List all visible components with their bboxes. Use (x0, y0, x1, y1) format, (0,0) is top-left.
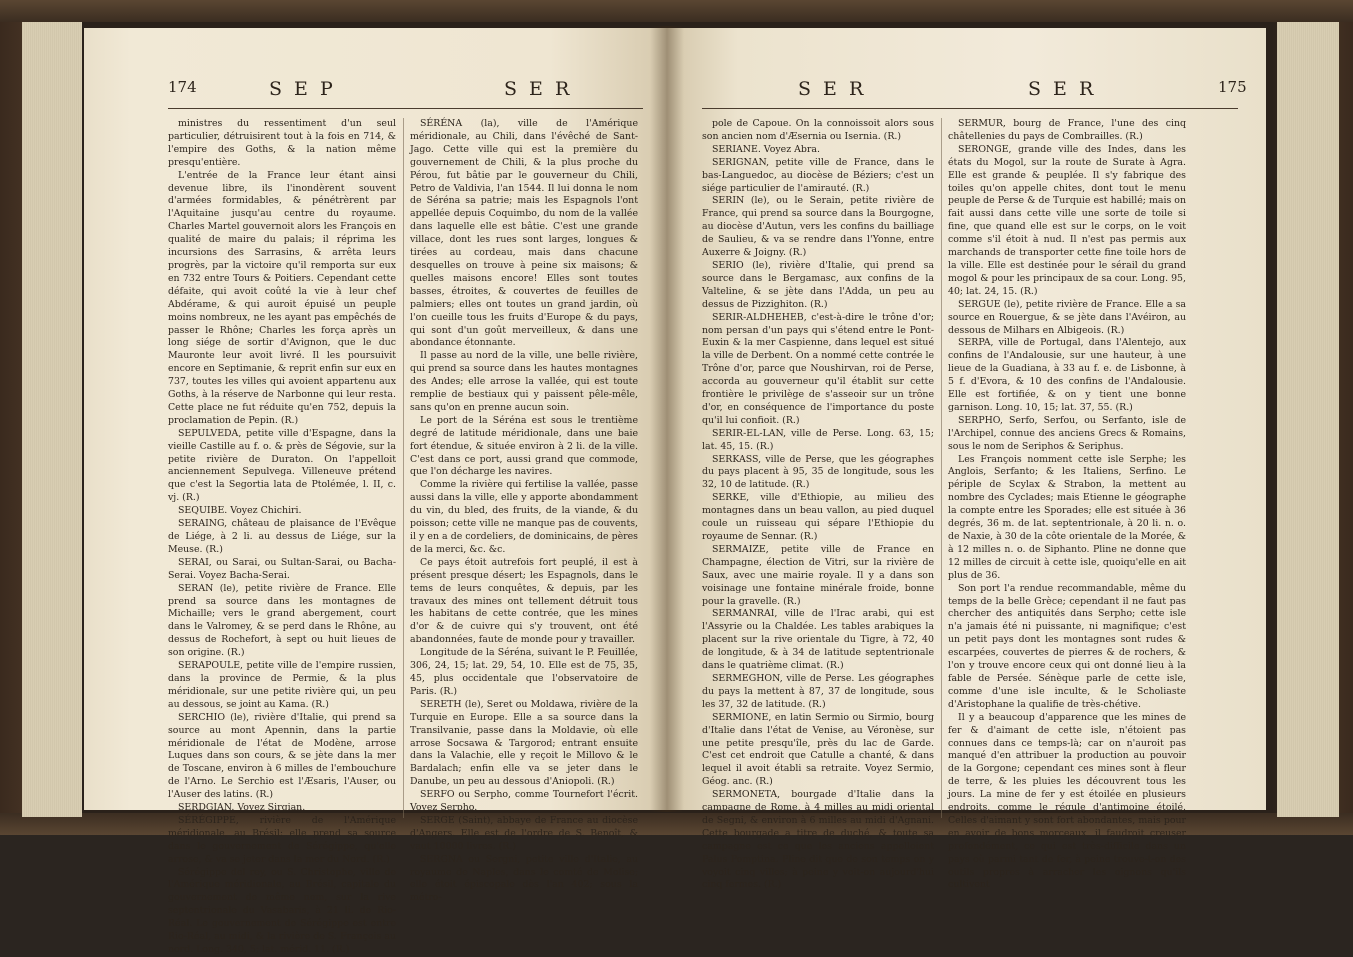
dictionary-entry: SERGUE (le), petite rivière de France. Elle a sa source en Rouergue, & se jète dans l'Avéiron, au dessous de Milhars en Albigeois. (R.) (948, 298, 1186, 336)
dictionary-entry: Il y a beaucoup d'apparence que les mines de fer & d'aimant de cette isle, n'étoient pas connues dans ce temps-là; car on n'auroit pas manqué d'en attribuer la production au pouvoir de la Gorgone; cependant ces mines sont à fleur de terre, & les pluies les découvrent tous les jours. La mine de fer y est étoilée en plusieurs endroits, comme le régule d'antimoine étoilé. Celles d'aimant y sont fort abondantes, mais pour en avoir de bons morceaux, il faudroit creuser profondément, ce qui est très-difficile dans un pays où parmi tant de fer, à peine trouve-t-on des outils propres à arracher les oignons qu'ils cultivent (948, 711, 1186, 891)
left-column-2 (410, 118, 638, 904)
dictionary-entry: SÉRÉGIPPE, rivière de l'Amérique méridionale, au Brésil; elle prend sa source dans le gouvernement de Sérégippe, qu'elle arrose, & va se jeter dans la mer du Nord. (R.) (168, 814, 396, 865)
dictionary-entry: Longitude de la Séréna, suivant le P. Feuillée, 306, 24, 15; lat. 29, 54, 10. Elle est de 75, 35, 45, plus occidentale que l'observatoire de Paris. (R.) (410, 647, 638, 697)
dictionary-entry: SÉRÉNA (la), ville de l'Amérique méridionale, au Chili, dans l'évêché de Sant-Jago. Cette ville qui est la première du gouvernement de Chili, & la plus proche du Pérou, fut bâtie par le gouverneur du Chili, Petro de Valdivia, l'an 1544. Il lui donna le nom de Séréna sa patrie; mais les Espagnols l'ont appellée depuis Coquimbo, du nom de la vallée dans laquelle elle est bâtie. C'est une grande villace, dont les rues sont larges, longues & tirées au cordeau, mais dans chacune desquelles on trouve à peine six maisons; & quelles maisons encore! Elles sont toutes basses, étroites, & couvertes de feuilles de palmiers; elles ont toutes un grand jardin, où l'on cueille tous les fruits d'Europe & du pays, qui sont d'un goût merveilleux, & dans une abondance étonnante. (410, 118, 638, 349)
right-column-1 (702, 118, 934, 891)
right-page-number: 175 (1218, 78, 1247, 96)
dictionary-entry: SERIR-EL-LAN, ville de Perse. Long. 63, 15; lat. 45, 15. (R.) (702, 427, 934, 452)
left-header-rule (168, 108, 643, 109)
dictionary-entry: SERETH (le), Seret ou Moldawa, rivière de la Turquie en Europe. Elle a sa source dans la Transilvanie, passe dans la Moldavie, où elle arrose Socsawa & Targorod; entrant ensuite dans la Valachie, elle y reçoit le Millovo & le Bardalach; enfin elle va se jeter dans le Danube, un peu au dessous d'Aniopoli. (R.) (410, 698, 638, 788)
dictionary-entry: SERMEGHON, ville de Perse. Les géographes du pays la mettent à 87, 37 de longitude, sous les 37, 32 de latitude. (R.) (702, 672, 934, 710)
dictionary-entry: SEQUIBE. Voyez Chichiri. (178, 505, 302, 517)
dictionary-entry: Les François nomment cette isle Serphe; les Anglois, Serfanto; & les Italiens, Serfino. Le périple de Scylax & Strabon, la mettent au nombre des Cyclades; mais Etienne le géographe la compte entre les Sporades; elle est située à 36 degrés, 36 m. de lat. septentrionale, à 20 li. n. o. de Naxie, à 30 de la côte orientale de la Morée, & à 12 milles n. o. de Siphanto. Pline ne donne que 12 milles de circuit à cette isle, quoiqu'elle en ait plus de 36. (948, 453, 1186, 581)
dictionary-entry: pole de Capoue. On la connoissoit alors sous son ancien nom d'Æsernia ou Isernia. (R.) (702, 118, 934, 142)
right-column-divider (941, 118, 942, 818)
right-header-rule (702, 108, 1238, 109)
page-edges-right (1277, 22, 1339, 817)
dictionary-entry: SERGE (Saint), abbaye de France au diocèse d'Angers. Elle est de l'ordre de S. Benoît, & vaut 10000 livres. (R.) (410, 814, 638, 852)
dictionary-entry: Sérégippe del rey, ou S. Christophe, ville de l'Amérique méridionale, au Brésil, capitale du gouvernement de même nom, sur la rive septentrionale du Vasabaris, à 21 li. de Rio-Réal. Le gouvernement de Sérégippe est entre Rio-Réal, au midi, & la rivière de S. François au nord. Long. 340, 5; lat. mérid. 11. (R.) (168, 866, 396, 955)
left-page (84, 28, 666, 955)
dictionary-entry: SERMIONE, en latin Sermio ou Sirmio, bourg d'Italie dans l'état de Venise, au Véronèse, sur une petite presqu'île, près du lac de Garde. C'est cet endroit que Catulle a chanté, & dans lequel il avoit établi sa retraite. Voyez Sermio, Géog. anc. (R.) (702, 711, 934, 788)
book-gutter (650, 26, 684, 812)
right-running-head-left: S E R (798, 78, 867, 100)
dictionary-entry: Le port de la Séréna est sous le trentième degré de latitude méridionale, dans une baie fort étendue, & située environ à 2 li. de la ville. C'est dans ce port, aussi grand que commode, que l'on décharge les navires. (410, 414, 638, 478)
right-page (666, 28, 1266, 891)
dictionary-entry: SERIGNAN, petite ville de France, dans le bas-Languedoc, au diocèse de Béziers; c'est un siége particulier de l'amirauté. (R.) (702, 156, 934, 194)
dictionary-entry: SERPA, ville de Portugal, dans l'Alentejo, aux confins de l'Andalousie, sur une hauteur, à une lieue de la Guadiana, à 33 au f. e. de Lisbonne, à 5 f. d'Evora, & 10 des confins de l'Andalousie. Elle est fortifiée, & on y tient une bonne garnison. Long. 10, 15; lat. 37, 55. (R.) (948, 337, 1186, 413)
dictionary-entry: Il passe au nord de la ville, une belle rivière, qui prend sa source dans les hautes montagnes des Andes; elle arrose la vallée, qui est toute remplie de bestiaux qui y paissent pêle-mêle, sans qu'on en prenne aucun soin. (410, 350, 638, 413)
dictionary-entry: SERMAIZE, petite ville de France en Champagne, élection de Vitri, sur la rivière de Saux, avec une mairie royale. Il y a dans son voisinage une fontaine minérale froide, bonne pour la gravelle. (R.) (702, 543, 934, 607)
dictionary-entry: SERCHIO (le), rivière d'Italie, qui prend sa source au mont Apennin, dans la partie méridionale de l'état de Modène, arrose Luques dans son cours, & se jète dans la mer de Toscane, environ à 6 milles de l'embouchure de l'Arno. Le Serchio est l'Æsaris, l'Auser, ou l'Auser des latins. (R.) (168, 711, 396, 801)
dictionary-entry: SERAI, ou Sarai, ou Sultan-Sarai, ou Bacha-Serai. Voyez Bacha-Serai. (168, 556, 396, 581)
dictionary-entry: Ce pays étoit autrefois fort peuplé, il est à présent presque désert; les Espagnols, dans le tems de leurs conquêtes, & depuis, par les travaux des mines ont tellement détruit tous les habitans de cette contrée, que les mines d'or & de cuivre qui s'y trouvent, ont été abandonnées, faute de monde pour y travailler. (410, 556, 638, 646)
book-cover-top (0, 0, 1353, 22)
dictionary-entry: SERMONETA, bourgade d'Italie dans la campagne de Rome, à 4 milles au midi oriental de Segni, & environ à 6 milles au midi d'Agnani. Cette bourgade a titre de duché, & toute sa campagne est ce que les anciens appelloient Palus Pomptina. Pline dit que de son temps on y voyoit cinq villes; à peine y voit-on aujourd'hui cinq fermes. (R.) (702, 789, 934, 891)
dictionary-entry: SERMANRAI, ville de l'Irac arabi, qui est l'Assyrie ou la Chaldée. Les tables arabiques la placent sur la rive orientale du Tigre, à 72, 40 de longitude, & à 34 de latitude septentrionale dans le quatrième climat. (R.) (702, 608, 934, 672)
dictionary-entry: SERKE, ville d'Ethiopie, au milieu des montagnes dans un beau vallon, au pied duquel coule un ruisseau qui sépare l'Ethiopie du royaume de Sennar. (R.) (702, 492, 934, 542)
dictionary-entry: Comme la rivière qui fertilise la vallée, passe aussi dans la ville, elle y apporte abondamment du vin, du bled, des fruits, de la viande, & du poisson; cette ville ne manque pas de couvents, il y en a de cordeliers, de dominicains, de pères de la merci, &c. &c. (410, 479, 638, 555)
dictionary-entry: SERIN (le), ou le Serain, petite rivière de France, qui prend sa source dans la Bourgogne, au diocèse d'Autun, vers les confins du bailliage de Saulieu, & va se rendre dans l'Yonne, entre Auxerre & Joigny. (R.) (702, 195, 934, 259)
dictionary-entry: SERIO (le), rivière d'Italie, qui prend sa source dans le Bergamasc, aux confins de la Valteline, & se jète dans l'Adda, un peu au dessus de Pizzighiton. (R.) (702, 259, 934, 310)
dictionary-entry: L'entrée de la France leur étant ainsi devenue libre, ils l'inondèrent souvent d'armées formidables, & pénétrèrent par l'Aquitaine jusqu'au centre du royaume. Charles Martel gouvernoit alors les François en qualité de maire du palais; il réprima les incursions des Sarrasins, & arrêta leurs progrès, par la victoire qu'il remporta sur eux en 732 entre Tours & Poitiers. Cependant cette défaite, qui avoit coûté la vie à leur chef Abdérame, & qui auroit épuisé un peuple moins nombreux, ne les ayant pas empêchés de passer le Rhône; Charles les força après un long siége de sortir d'Avignon, que le duc Mauronte leur avoit livré. Il les poursuivit encore en Septimanie, & reprit enfin sur eux en 737, toutes les villes qui avoient appartenu aux Goths, à la réserve de Narbonne qui leur resta. Cette place ne fut réduite qu'en 752, depuis la proclamation de Pepin. (R.) (168, 169, 397, 426)
right-running-head-right: S E R (1028, 78, 1097, 100)
dictionary-entry: SERONGE, grande ville des Indes, dans les états du Mogol, sur la route de Surate à Agra. Elle est grande & peuplée. Il s'y fabrique des toiles qu'on appelle chites, dont tout le menu peuple de Perse & de Turquie est habillé; mais on fait aussi dans cette ville une sorte de toile si fine, que quand elle est sur le corps, on le voit comme s'il étoit à nud. Il n'est pas permis aux marchands de transporter cette fine toile hors de la ville. Elle est destinée pour le sérail du grand mogol & pour les principaux de sa cour. Long. 95, 40; lat. 24, 15. (R.) (948, 143, 1186, 297)
dictionary-entry: SERIANE. Voyez Abra. (712, 143, 820, 155)
dictionary-entry: SERAING, château de plaisance de l'Evêque de Liége, à 2 li. au dessus de Liége, sur la Meuse. (R.) (168, 518, 396, 555)
dictionary-entry: Son port l'a rendue recommandable, même du temps de la belle Grèce; cependant il ne faut pas chercher des antiquités dans Serpho; cette isle n'a jamais été ni puissante, ni magnifique; c'est un petit pays dont les montagnes sont rudes & escarpées, couvertes de pierres & de rochers, & l'on y trouve encore ceux qui ont donné lieu à la fable de Persée. Sénèque parle de cette isle, comme d'une isle inculte, & le Scholiaste d'Aristophane la qualifie de très-chétive. (948, 582, 1186, 710)
left-running-head-left: S E P (269, 78, 336, 100)
left-running-head-right: S E R (504, 78, 573, 100)
dictionary-entry: SERIR-ALDHEHEB, c'est-à-dire le trône d'or; nom persan d'un pays qui s'étend entre le Pont-Euxin & la mer Caspienne, dans lequel est situé la ville de Derbent. On a nommé cette contrée le Trône d'or, parce que Noushirvan, roi de Perse, accorda au gouverneur qu'il établit sur cette frontière le privilège de s'asseoir sur un trône d'or, en conséquence de l'importance du poste qu'il lui confioit. (R.) (702, 311, 934, 426)
dictionary-entry: SERAPOULE, petite ville de l'empire russien, dans la province de Permie, & la plus méridionale, sur une petite rivière qui, un peu au dessous, se joint au Kama. (R.) (168, 660, 396, 710)
left-column-divider (403, 118, 404, 818)
dictionary-entry: SEPULVEDA, petite ville d'Espagne, dans la vieille Castille au f. o. & près de Ségovie, sur la petite rivière de Duraton. On l'appelloit anciennement Sepulvega. Villeneuve prétend que c'est la Segortia lata de Ptolémée, l. II, c. vj. (R.) (168, 427, 396, 504)
dictionary-entry: SERMUR, bourg de France, l'une des cinq châtellenies du pays de Combrailles. (R.) (948, 118, 1186, 142)
dictionary-entry: ministres du ressentiment d'un seul particulier, détruisirent tout à la fois en 714, & l'empire des Goths, & la nation même presqu'entière. (168, 118, 396, 168)
dictionary-entry: SERDGIAN. Voyez Sirgian. (178, 802, 306, 814)
dictionary-entry: SERAN (le), petite rivière de France. Elle prend sa source dans les montagnes de Michaille; vers le grand abergement, court dans le Valromey, & se perd dans le Rhône, au dessus de Rochefort, à sept ou huit lieues de son origine. (R.) (168, 582, 396, 659)
left-page-number: 174 (168, 78, 197, 96)
dictionary-entry: SERKASS, ville de Perse, que les géographes du pays placent à 95, 35 de longitude, sous les 32, 10 de latitude. (R.) (702, 453, 934, 491)
dictionary-entry: SERFO ou Serpho, comme Tournefort l'écrit. Voyez Serpho. (410, 789, 638, 814)
left-column-1 (168, 118, 397, 955)
right-column-2 (948, 118, 1186, 891)
page-edges-left (22, 22, 82, 817)
dictionary-entry: SERGNA ou Sergni, petite ville d'Italie, au royaume de Naples, dans le comté de Molise; elle étoit épiscopale dès l'an 402; sous la métro- (410, 853, 638, 904)
dictionary-entry: SERPHO, Serfo, Serfou, ou Serfanto, isle de l'Archipel, connue des anciens Grecs & Romains, sous le nom de Seriphos & Seriphus. (948, 414, 1186, 452)
